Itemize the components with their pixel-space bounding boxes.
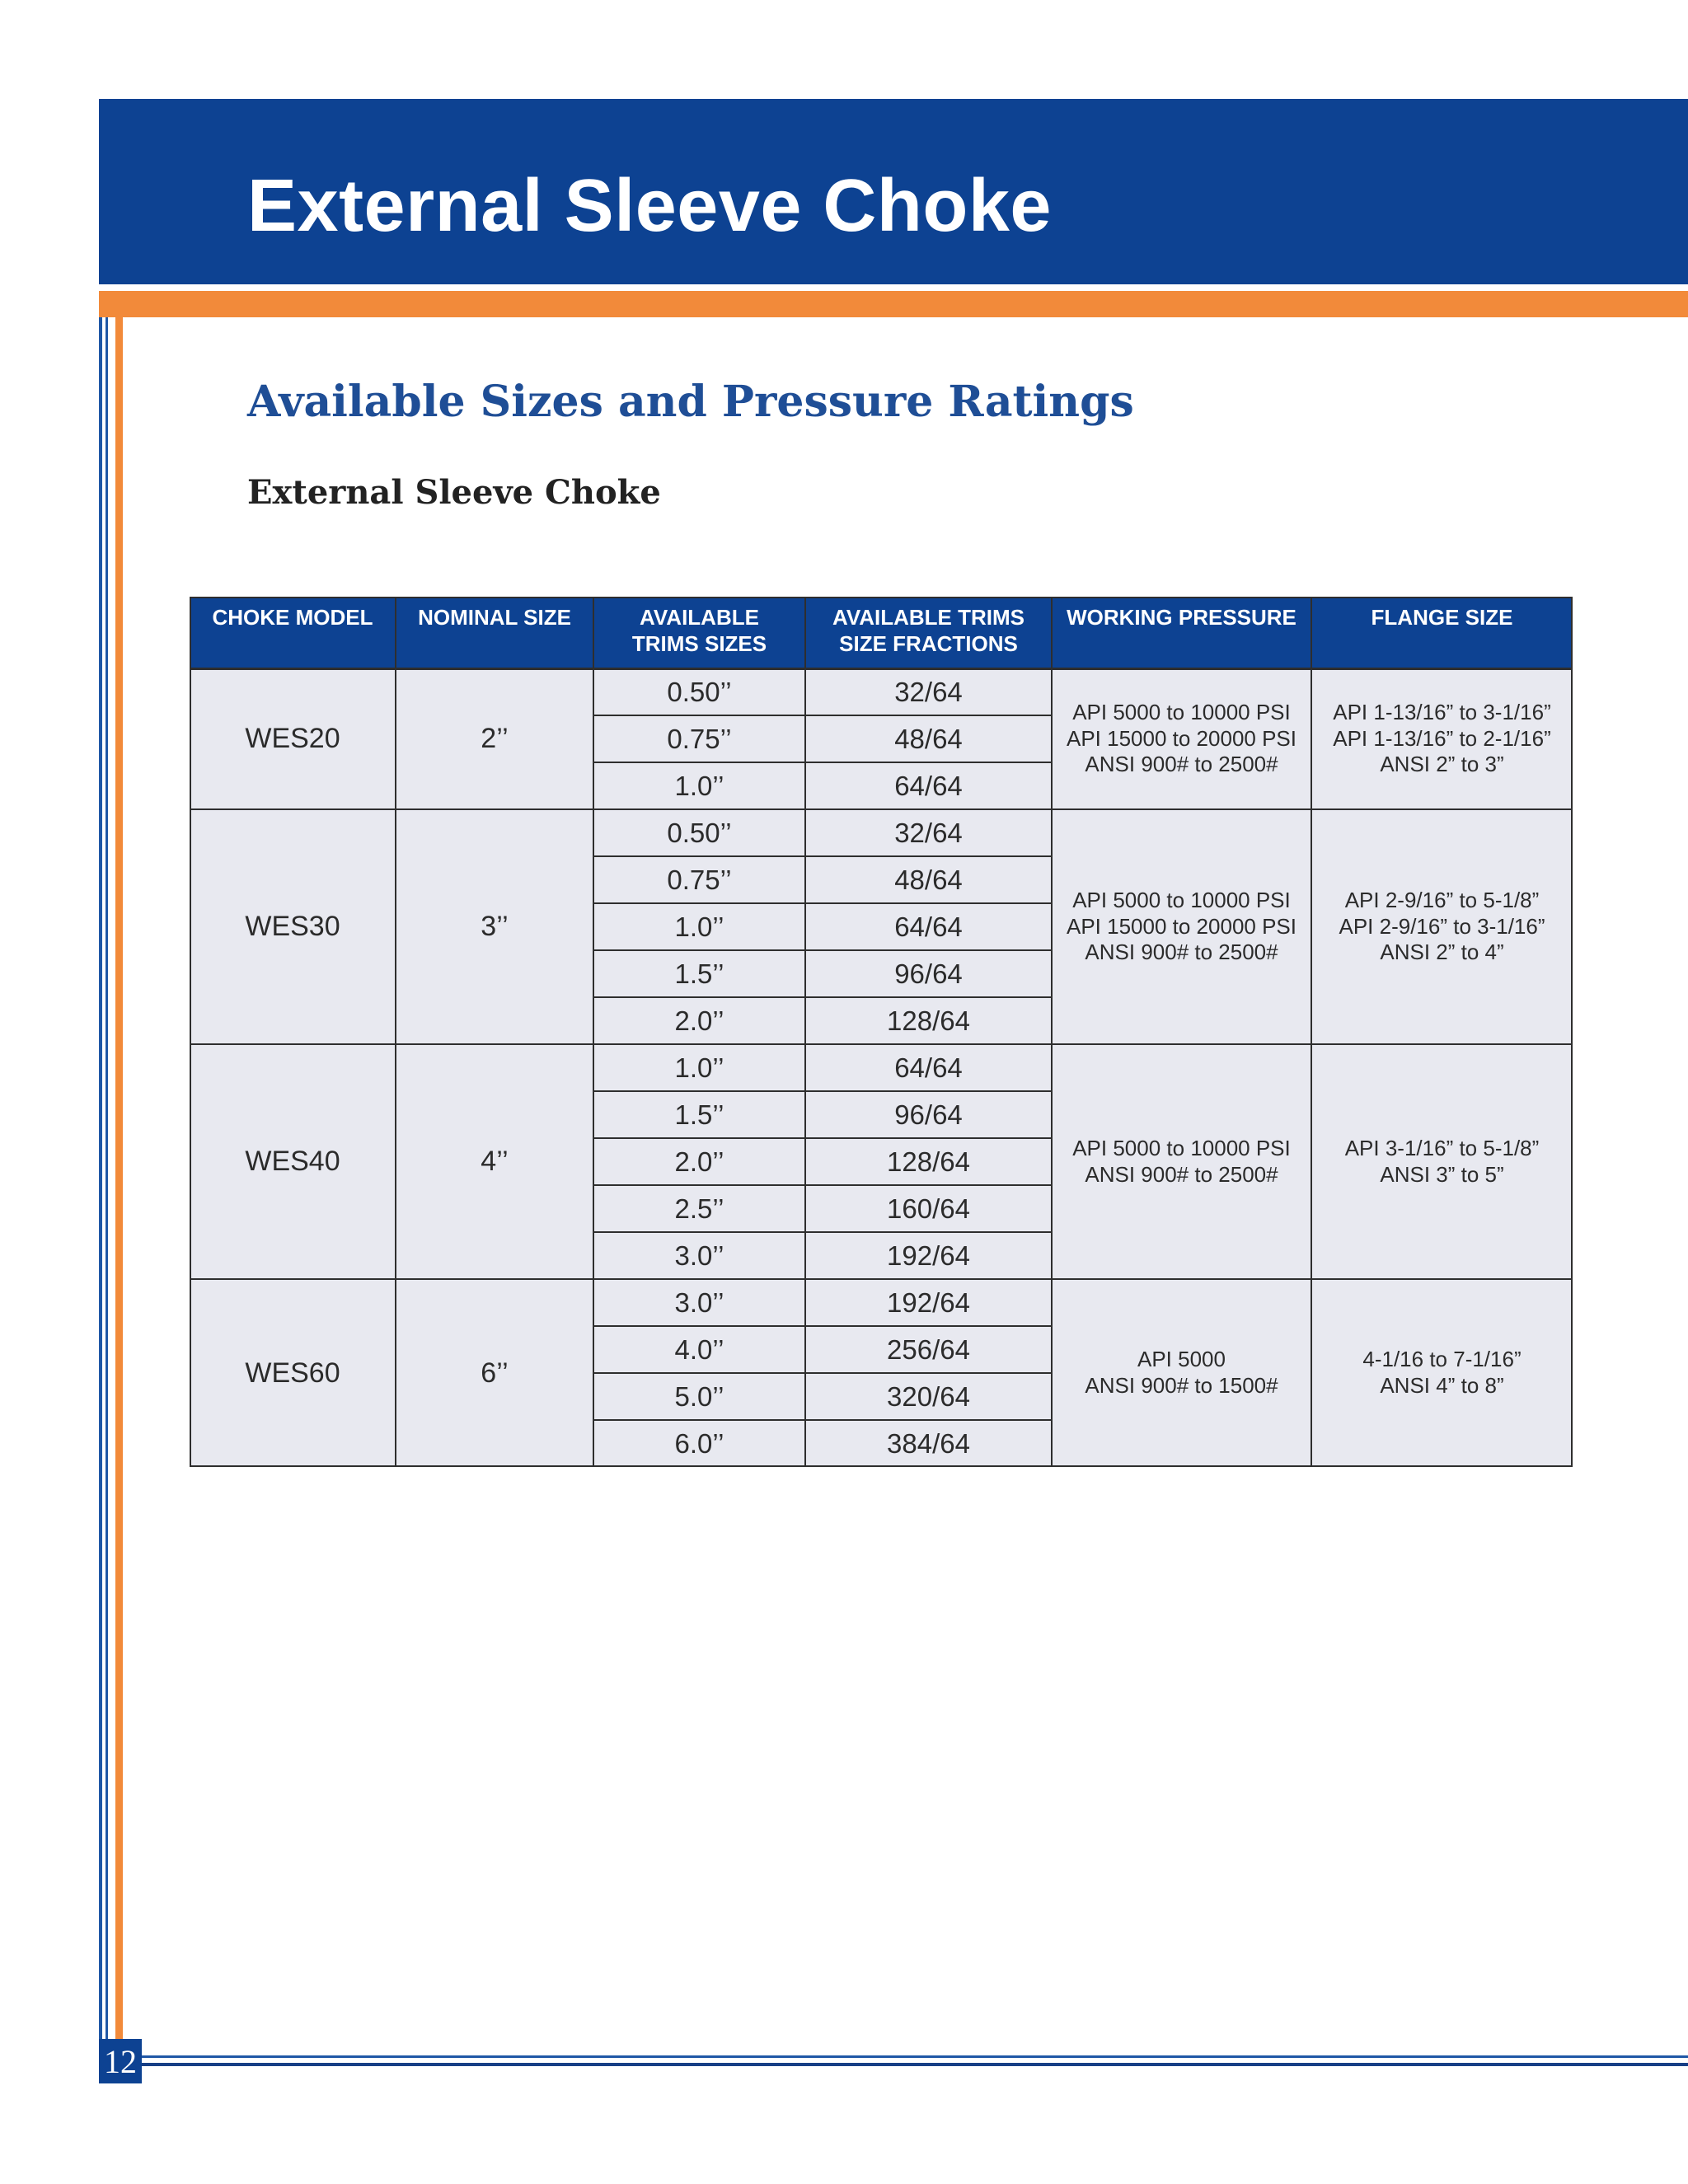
trim-fraction-cell: 32/64 xyxy=(805,668,1052,715)
column-header: FLANGE SIZE xyxy=(1311,597,1573,668)
trim-fraction-cell: 160/64 xyxy=(805,1185,1052,1232)
trim-fraction-cell: 96/64 xyxy=(805,1091,1052,1138)
column-divider xyxy=(593,597,594,1467)
trim-size-cell: 1.5’’ xyxy=(593,1091,805,1138)
trim-row-divider xyxy=(593,1372,1052,1374)
left-rule-blue xyxy=(99,317,102,2055)
trim-fraction-cell: 64/64 xyxy=(805,762,1052,809)
column-header: NOMINAL SIZE xyxy=(396,597,593,668)
trim-fraction-cell: 64/64 xyxy=(805,1044,1052,1091)
trim-row-divider xyxy=(593,1419,1052,1421)
orange-accent-band xyxy=(99,291,1688,317)
sizes-ratings-table xyxy=(190,597,1573,1467)
table-border-right xyxy=(1571,597,1573,1467)
nominal-size-cell: 2’’ xyxy=(396,668,593,809)
trim-row-divider xyxy=(593,1137,1052,1139)
trim-row-divider xyxy=(593,996,1052,998)
header-divider xyxy=(190,668,1573,670)
group-divider xyxy=(190,808,1573,810)
nominal-size-cell: 4’’ xyxy=(396,1044,593,1279)
flange-size-cell: API 1-13/16” to 3-1/16” API 1-13/16” to 2-1/16” ANSI 2” to 3” xyxy=(1311,668,1573,809)
trim-size-cell: 0.50’’ xyxy=(593,668,805,715)
left-rule-orange xyxy=(115,317,123,2055)
trim-row-divider xyxy=(593,715,1052,716)
trim-size-cell: 2.0’’ xyxy=(593,1138,805,1185)
trim-size-cell: 3.0’’ xyxy=(593,1232,805,1279)
group-divider xyxy=(190,1278,1573,1280)
trim-row-divider xyxy=(593,1090,1052,1092)
page-number: 12 xyxy=(99,2039,142,2083)
trim-size-cell: 1.0’’ xyxy=(593,903,805,950)
nominal-size-cell: 6’’ xyxy=(396,1279,593,1467)
trim-size-cell: 1.0’’ xyxy=(593,1044,805,1091)
trim-row-divider xyxy=(593,762,1052,763)
trim-row-divider xyxy=(593,1231,1052,1233)
column-divider xyxy=(395,597,396,1467)
working-pressure-cell: API 5000 to 10000 PSI API 15000 to 20000 PSI ANSI 900# to 2500# xyxy=(1052,809,1311,1044)
column-header: AVAILABLE TRIMS SIZE FRACTIONS xyxy=(805,597,1052,668)
trim-size-cell: 0.75’’ xyxy=(593,715,805,762)
table-caption: External Sleeve Choke xyxy=(247,473,661,512)
flange-size-cell: API 3-1/16” to 5-1/8” ANSI 3” to 5” xyxy=(1311,1044,1573,1279)
footer-rule-thick xyxy=(142,2063,1688,2066)
trim-size-cell: 2.0’’ xyxy=(593,997,805,1044)
trim-row-divider xyxy=(593,855,1052,857)
left-rule-blue-inner xyxy=(106,317,108,2055)
trim-fraction-cell: 128/64 xyxy=(805,1138,1052,1185)
trim-size-cell: 0.50’’ xyxy=(593,809,805,856)
column-header: WORKING PRESSURE xyxy=(1052,597,1311,668)
trim-row-divider xyxy=(593,1325,1052,1327)
table-border-bottom xyxy=(190,1465,1573,1467)
trim-size-cell: 5.0’’ xyxy=(593,1373,805,1420)
choke-model-cell: WES30 xyxy=(190,809,396,1044)
trim-fraction-cell: 384/64 xyxy=(805,1420,1052,1467)
trim-fraction-cell: 192/64 xyxy=(805,1232,1052,1279)
trim-size-cell: 1.5’’ xyxy=(593,950,805,997)
trim-row-divider xyxy=(593,1184,1052,1186)
trim-size-cell: 2.5’’ xyxy=(593,1185,805,1232)
nominal-size-cell: 3’’ xyxy=(396,809,593,1044)
section-heading: Available Sizes and Pressure Ratings xyxy=(247,377,1134,427)
trim-size-cell: 3.0’’ xyxy=(593,1279,805,1326)
table-border-left xyxy=(190,597,191,1467)
trim-size-cell: 6.0’’ xyxy=(593,1420,805,1467)
trim-fraction-cell: 256/64 xyxy=(805,1326,1052,1373)
trim-fraction-cell: 32/64 xyxy=(805,809,1052,856)
trim-row-divider xyxy=(593,902,1052,904)
working-pressure-cell: API 5000 to 10000 PSI ANSI 900# to 2500# xyxy=(1052,1044,1311,1279)
column-divider xyxy=(804,597,806,1467)
trim-row-divider xyxy=(593,949,1052,951)
trim-size-cell: 1.0’’ xyxy=(593,762,805,809)
trim-size-cell: 0.75’’ xyxy=(593,856,805,903)
working-pressure-cell: API 5000 to 10000 PSI API 15000 to 20000 PSI ANSI 900# to 2500# xyxy=(1052,668,1311,809)
choke-model-cell: WES20 xyxy=(190,668,396,809)
table-border-top xyxy=(190,597,1573,598)
working-pressure-cell: API 5000 ANSI 900# to 1500# xyxy=(1052,1279,1311,1467)
trim-fraction-cell: 64/64 xyxy=(805,903,1052,950)
choke-model-cell: WES40 xyxy=(190,1044,396,1279)
column-header: AVAILABLE TRIMS SIZES xyxy=(593,597,805,668)
column-divider xyxy=(1311,597,1312,1467)
trim-fraction-cell: 96/64 xyxy=(805,950,1052,997)
column-divider xyxy=(1051,597,1053,1467)
column-header: CHOKE MODEL xyxy=(190,597,396,668)
trim-fraction-cell: 192/64 xyxy=(805,1279,1052,1326)
banner-title: External Sleeve Choke xyxy=(247,165,1052,247)
flange-size-cell: 4-1/16 to 7-1/16” ANSI 4” to 8” xyxy=(1311,1279,1573,1467)
trim-fraction-cell: 48/64 xyxy=(805,856,1052,903)
trim-fraction-cell: 320/64 xyxy=(805,1373,1052,1420)
trim-fraction-cell: 48/64 xyxy=(805,715,1052,762)
trim-size-cell: 4.0’’ xyxy=(593,1326,805,1373)
group-divider xyxy=(190,1043,1573,1045)
trim-fraction-cell: 128/64 xyxy=(805,997,1052,1044)
footer-rule xyxy=(142,2055,1688,2058)
choke-model-cell: WES60 xyxy=(190,1279,396,1467)
flange-size-cell: API 2-9/16” to 5-1/8” API 2-9/16” to 3-1/16” ANSI 2” to 4” xyxy=(1311,809,1573,1044)
